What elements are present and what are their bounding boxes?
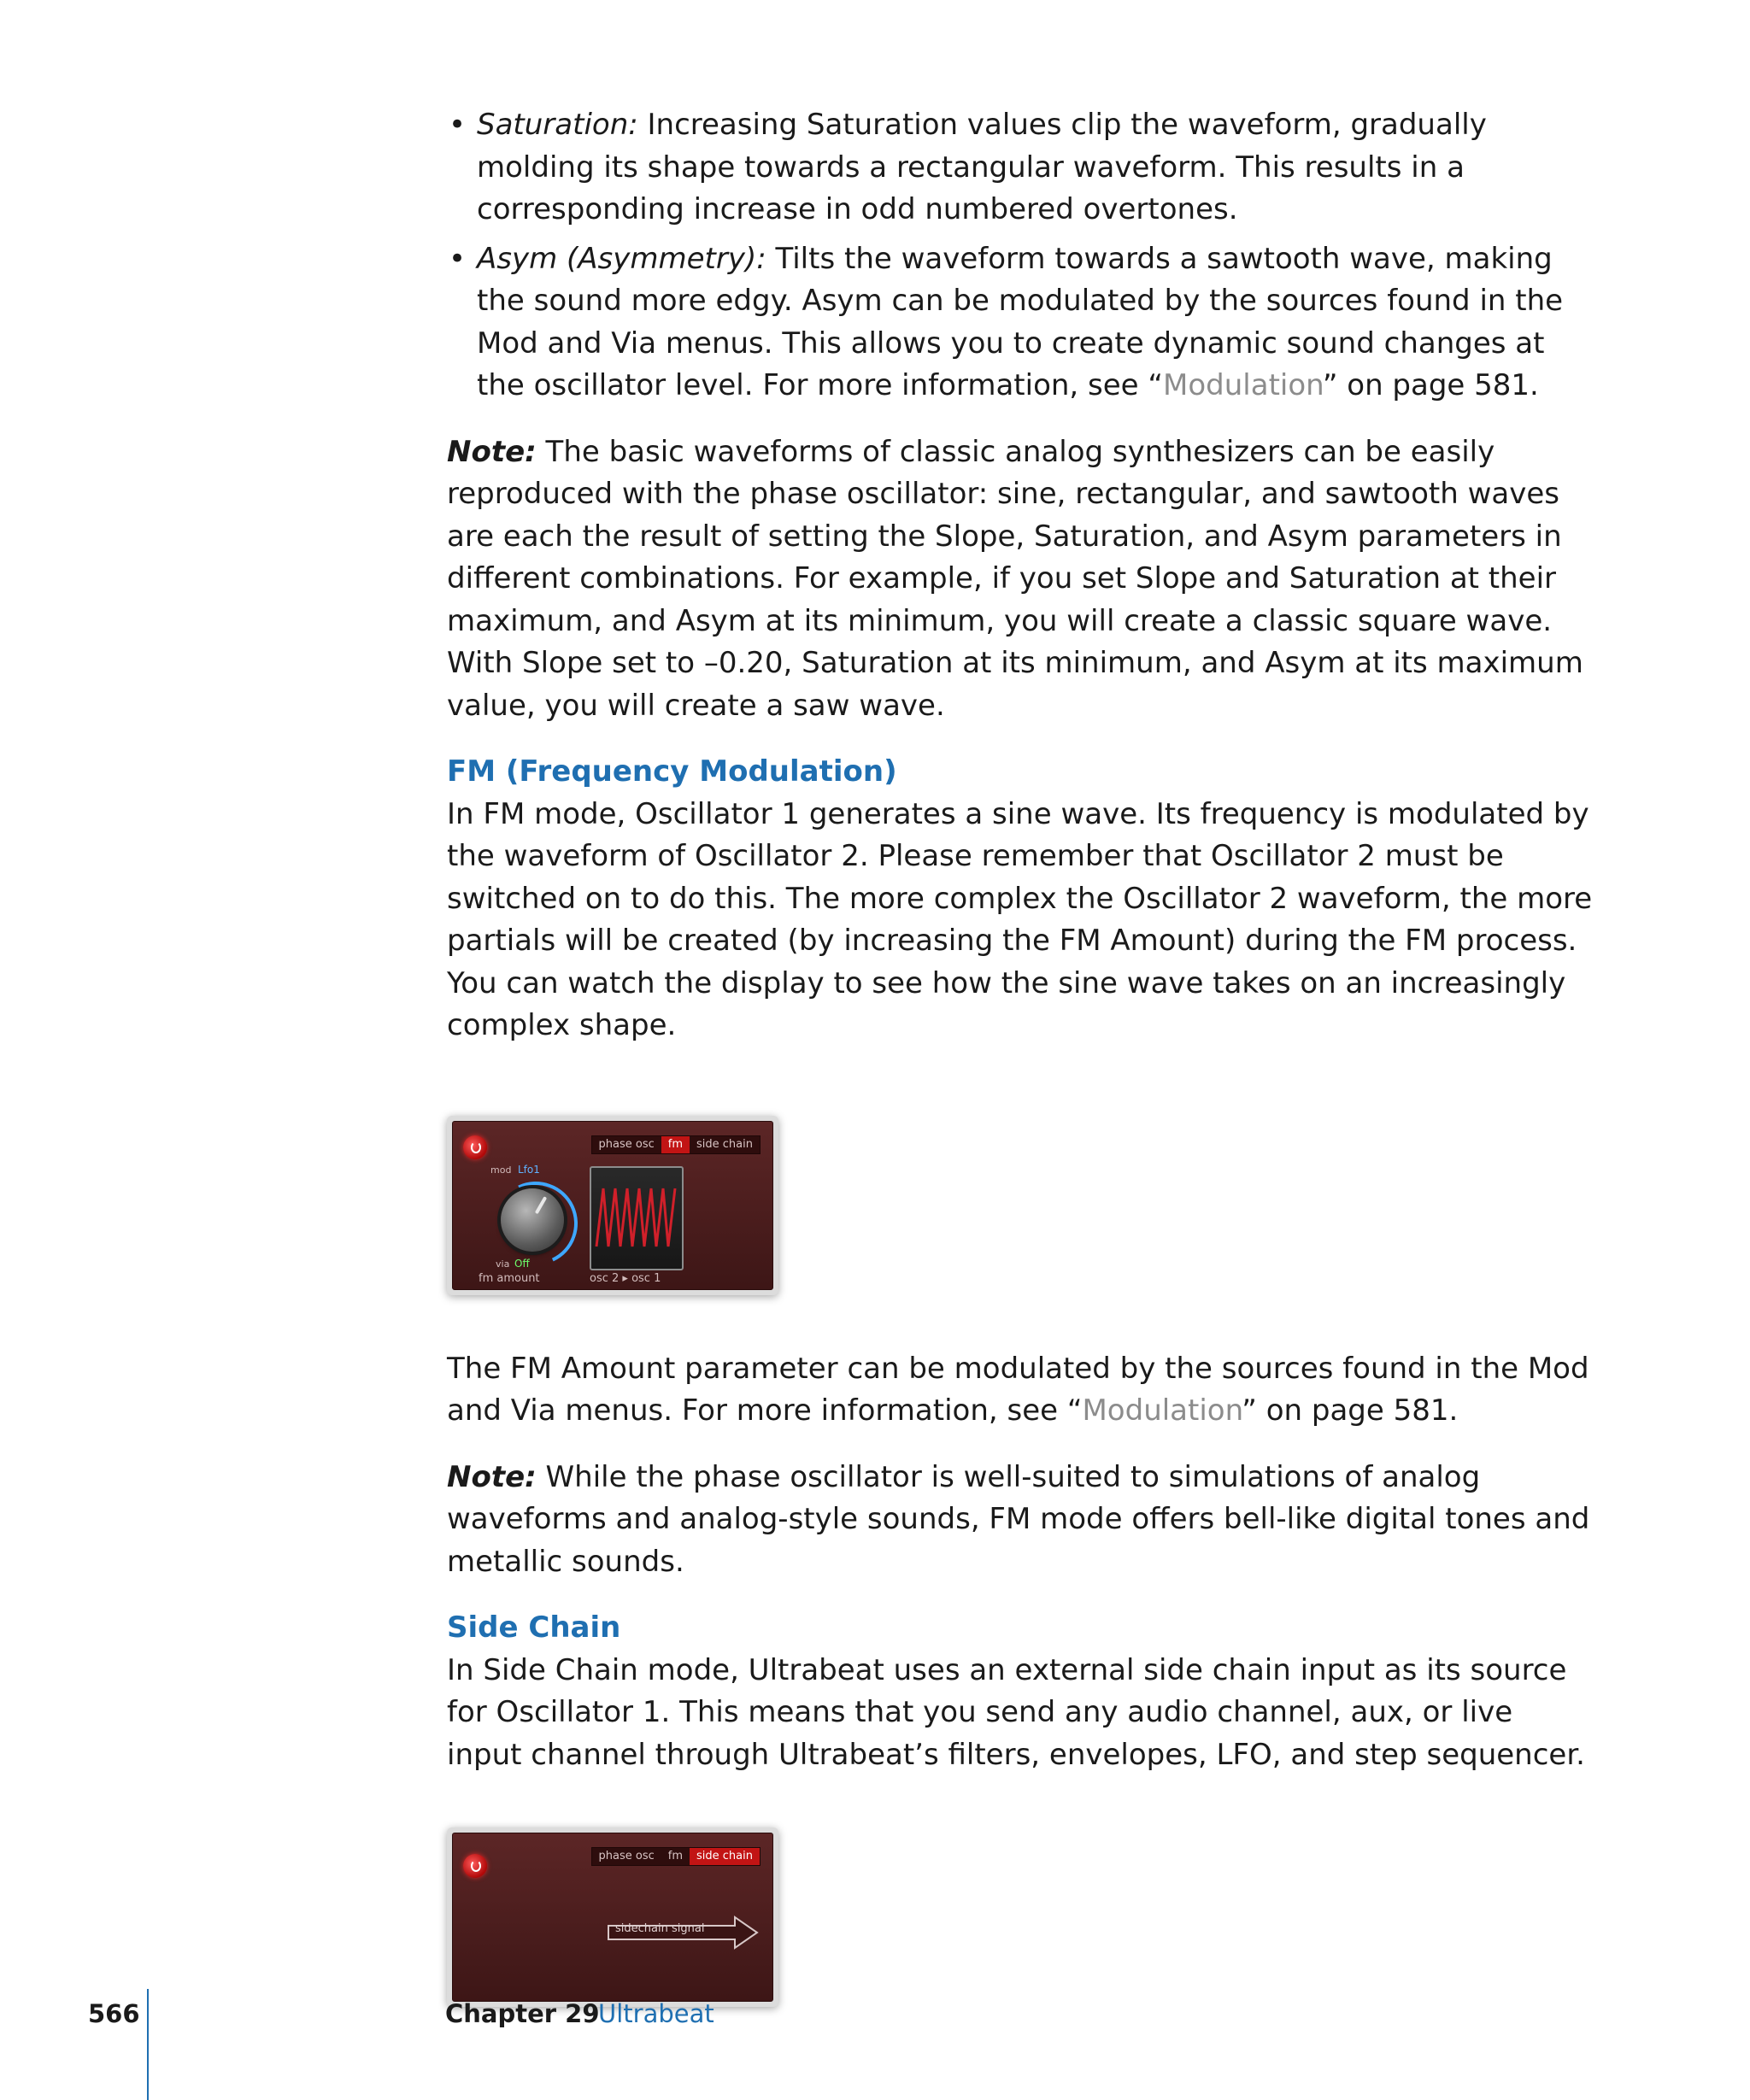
bullet-text: Increasing Saturation values clip the waveform, gradually molding its shape towards a rectangular waveform. This results in a corresponding increase in odd numbered overtones.: [477, 108, 1487, 226]
note-text: While the phase oscillator is well-suited to simulations of analog waveforms and analog-style sounds, FM mode offers bell-like digital tones and metallic sounds.: [447, 1459, 1590, 1579]
fm-heading: FM (Frequency Modulation): [447, 754, 897, 789]
bullet-dot: •: [449, 108, 467, 142]
note-label: Note:: [447, 1459, 537, 1494]
fm-after-text: The FM Amount parameter can be modulated by the sources found in the Mod and Via menus. For more information, see “: [447, 1351, 1589, 1428]
fm-panel: [452, 1121, 773, 1290]
tab-phase-osc[interactable]: phase osc: [598, 1850, 655, 1862]
fm-after-tail: ” on page 581.: [1242, 1393, 1459, 1428]
modulation-link[interactable]: Modulation: [1082, 1393, 1242, 1428]
side-chain-panel: [452, 1833, 773, 2002]
tab-side-chain[interactable]: side chain: [696, 1137, 753, 1151]
tab-fm[interactable]: fm: [661, 1136, 690, 1153]
via-value[interactable]: Off: [514, 1257, 530, 1270]
bullet-text: Tilts the waveform towards a sawtooth wave, making the sound more edgy. Asym can be modulated by the sources found in the Mod and Via menus. This allows you to create dynamic sound changes at the oscillator level. For more information, see “: [477, 241, 1564, 402]
page-number: 566: [88, 1999, 140, 2028]
fm-amount-knob[interactable]: [501, 1188, 564, 1252]
note-paragraph: [447, 1457, 1596, 1584]
footer-divider: [147, 1989, 149, 2100]
side-chain-heading: Side Chain: [447, 1610, 621, 1645]
fm-waveform: [591, 1168, 682, 1269]
mod-value[interactable]: Lfo1: [518, 1163, 540, 1176]
bullet-saturation: [447, 104, 1596, 232]
bullet-list: [447, 104, 1596, 408]
bullet-term: Saturation:: [477, 108, 638, 142]
modulation-link[interactable]: Modulation: [1163, 368, 1323, 402]
footer-chapter: Chapter 29: [445, 1999, 600, 2028]
page-content: [447, 104, 1596, 2007]
bullet-dot: •: [449, 241, 467, 276]
osc-mode-tabs: [591, 1847, 760, 1866]
mod-label: mod: [490, 1164, 512, 1176]
note-text: The basic waveforms of classic analog synthesizers can be easily reproduced with the phase oscillator: sine, rectangular, and sawtooth waves are each the result of setting the Slope, Saturation, and Asym parameters in different combinations. For example, if you set Slope and Saturation at their maximum, and Asym at its minimum, you will create a classic square wave. With Slope set to –0.20, Saturation at its minimum, and Asym at its maximum value, you will create a saw wave.: [447, 434, 1583, 723]
tab-side-chain[interactable]: side chain: [690, 1848, 760, 1865]
power-icon[interactable]: [463, 1135, 487, 1159]
sidechain-signal-label: sidechain signal: [615, 1922, 705, 1935]
power-icon[interactable]: [463, 1854, 487, 1878]
fm-after-paragraph: [447, 1348, 1596, 1433]
osc-mode-tabs: [591, 1135, 760, 1154]
note-paragraph: [447, 431, 1596, 728]
via-label: via: [496, 1258, 510, 1270]
waveform-display: [590, 1166, 684, 1270]
side-chain-body: In Side Chain mode, Ultrabeat uses an external side chain input as its source for Oscillator 1. This means that you send any audio channel, aux, or live input channel through Ultrabeat’s filters, envelopes, LFO, and step sequencer.: [447, 1652, 1585, 1772]
display-label: osc 2 ▸ osc 1: [590, 1271, 661, 1285]
fm-panel-screenshot: [447, 1116, 778, 1295]
bullet-text-after: ” on page 581.: [1322, 368, 1539, 402]
bullet-asym: [447, 238, 1596, 408]
side-chain-panel-screenshot: [447, 1827, 778, 2007]
bullet-term: Asym (Asymmetry):: [477, 241, 766, 276]
fm-body: In FM mode, Oscillator 1 generates a sine wave. Its frequency is modulated by the waveform of Oscillator 2. Please remember that Oscillator 2 must be switched on to do this. The more complex the Oscillator 2 waveform, the more partials will be created (by increasing the FM Amount) during the FM process. You can watch the display to see how the sine wave takes on an increasingly complex shape.: [447, 796, 1593, 1042]
tab-phase-osc[interactable]: phase osc: [598, 1137, 655, 1151]
fm-amount-label: fm amount: [479, 1271, 540, 1285]
note-label: Note:: [447, 434, 537, 469]
footer-chapter-title[interactable]: Ultrabeat: [598, 1999, 714, 2028]
tab-fm[interactable]: fm: [667, 1850, 684, 1862]
